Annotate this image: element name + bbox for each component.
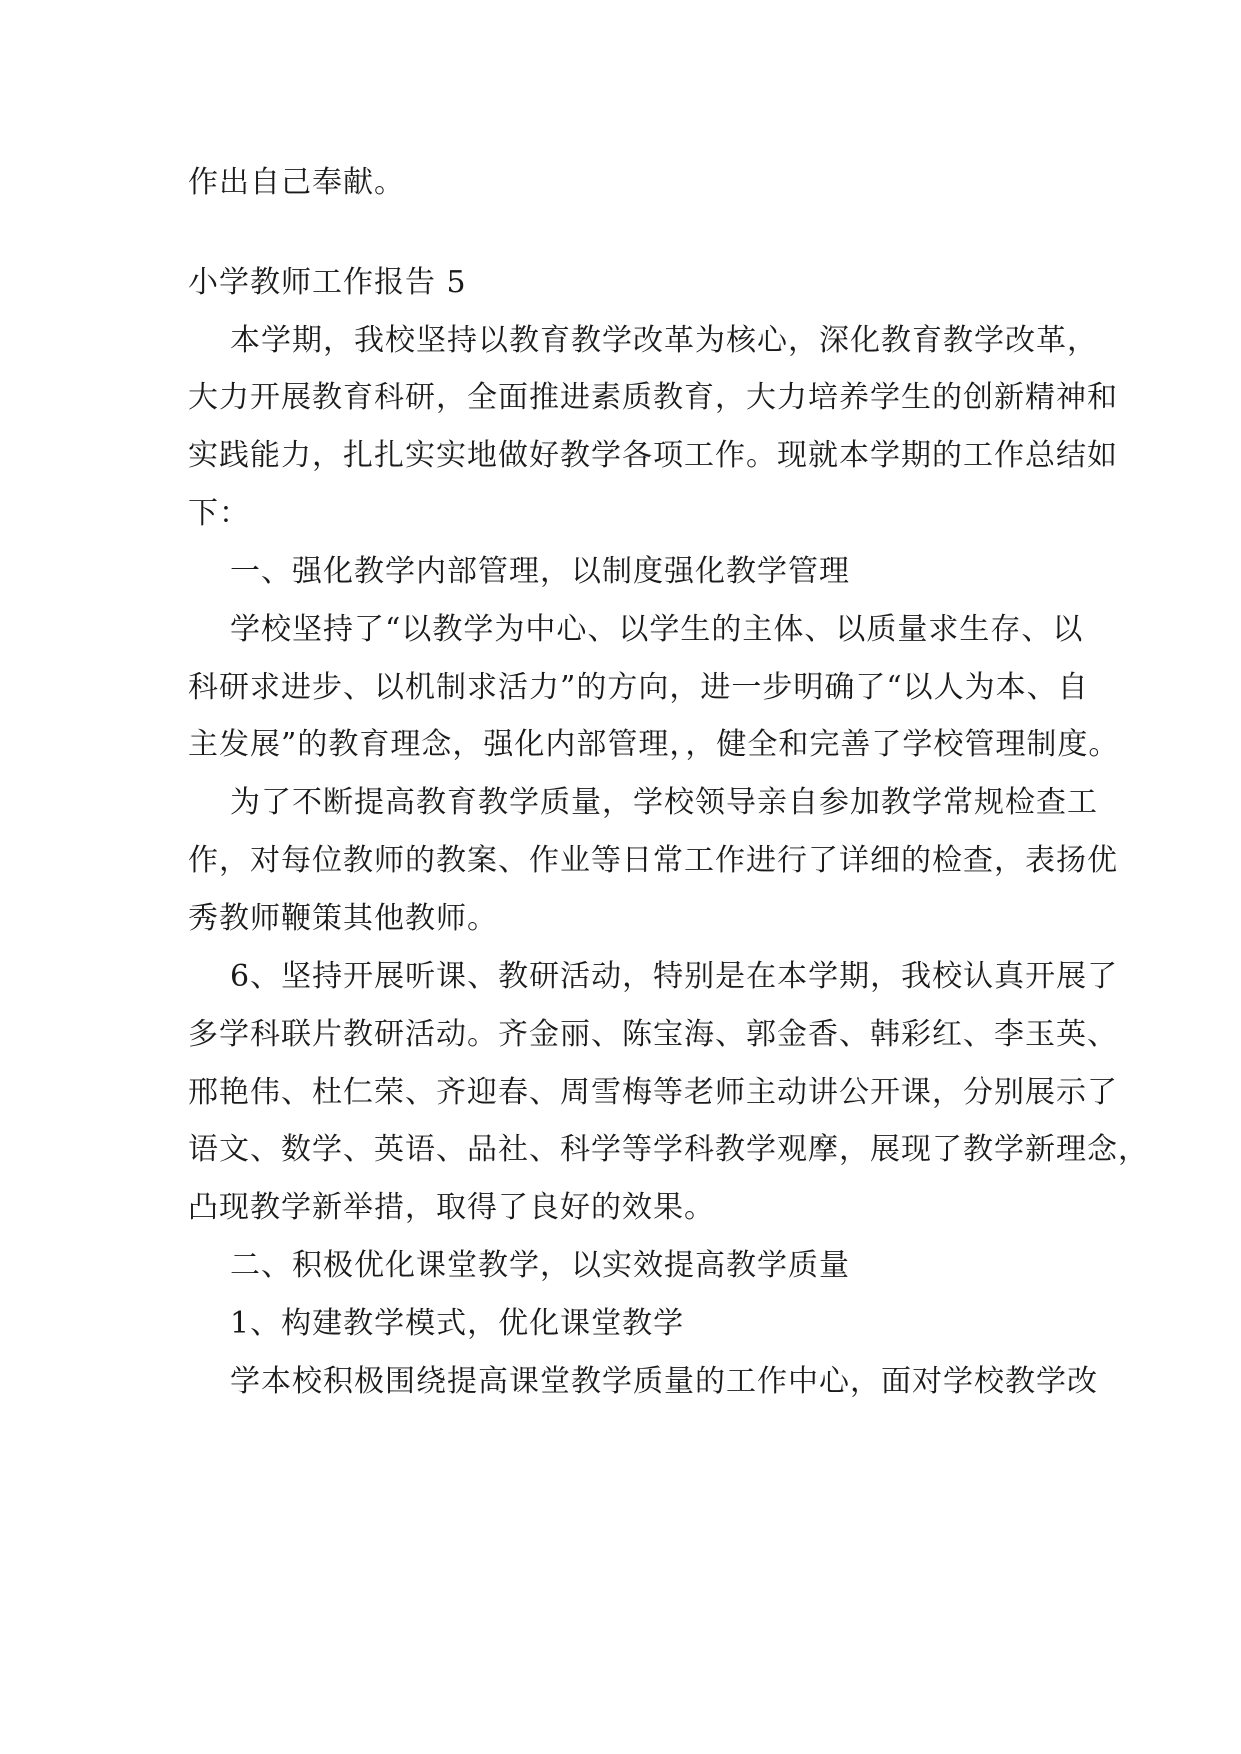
text-line: 作出自己奉献。 bbox=[188, 165, 405, 200]
paragraph-line: 秀教师鞭策其他教师。 bbox=[188, 901, 498, 936]
paragraph-line: 科研求进步、以机制求活力”的方向，进一步明确了“以人为本、自 bbox=[188, 670, 1089, 705]
paragraph-line: 多学科联片教研活动。齐金丽、陈宝海、郭金香、韩彩红、李玉英、 bbox=[188, 1017, 1118, 1052]
paragraph-line: 邢艳伟、杜仁荣、齐迎春、周雪梅等老师主动讲公开课，分别展示了 bbox=[188, 1075, 1118, 1110]
paragraph-line: 大力开展教育科研，全面推进素质教育，大力培养学生的创新精神和 bbox=[188, 380, 1118, 415]
heading-line: 一、强化教学内部管理，以制度强化教学管理 bbox=[230, 554, 850, 589]
paragraph-line: 本学期，我校坚持以教育教学改革为核心，深化教育教学改革， bbox=[230, 323, 1098, 358]
paragraph-line: 主发展”的教育理念，强化内部管理，，健全和完善了学校管理制度。 bbox=[188, 727, 1120, 762]
paragraph-line: 凸现教学新举措，取得了良好的效果。 bbox=[188, 1190, 715, 1225]
paragraph-line: 为了不断提高教育教学质量，学校领导亲自参加教学常规检查工 bbox=[230, 785, 1098, 820]
section-title: 小学教师工作报告 5 bbox=[188, 265, 467, 300]
paragraph-line: 下： bbox=[188, 496, 250, 531]
paragraph-line: 学本校积极围绕提高课堂教学质量的工作中心，面对学校教学改 bbox=[230, 1364, 1098, 1399]
paragraph-line: 学校坚持了“以教学为中心、以学生的主体、以质量求生存、以 bbox=[230, 612, 1084, 647]
paragraph-line: 语文、数学、英语、品社、科学等学科教学观摩，展现了教学新理念， bbox=[188, 1132, 1149, 1167]
paragraph-line: 实践能力，扎扎实实地做好教学各项工作。现就本学期的工作总结如 bbox=[188, 438, 1118, 473]
paragraph-line: 6、坚持开展听课、教研活动，特别是在本学期，我校认真开展了 bbox=[230, 959, 1119, 994]
heading-line: 二、积极优化课堂教学，以实效提高教学质量 bbox=[230, 1248, 850, 1283]
paragraph-line: 作，对每位教师的教案、作业等日常工作进行了详细的检查，表扬优 bbox=[188, 843, 1118, 878]
heading-line: 1、构建教学模式，优化课堂教学 bbox=[230, 1306, 685, 1341]
